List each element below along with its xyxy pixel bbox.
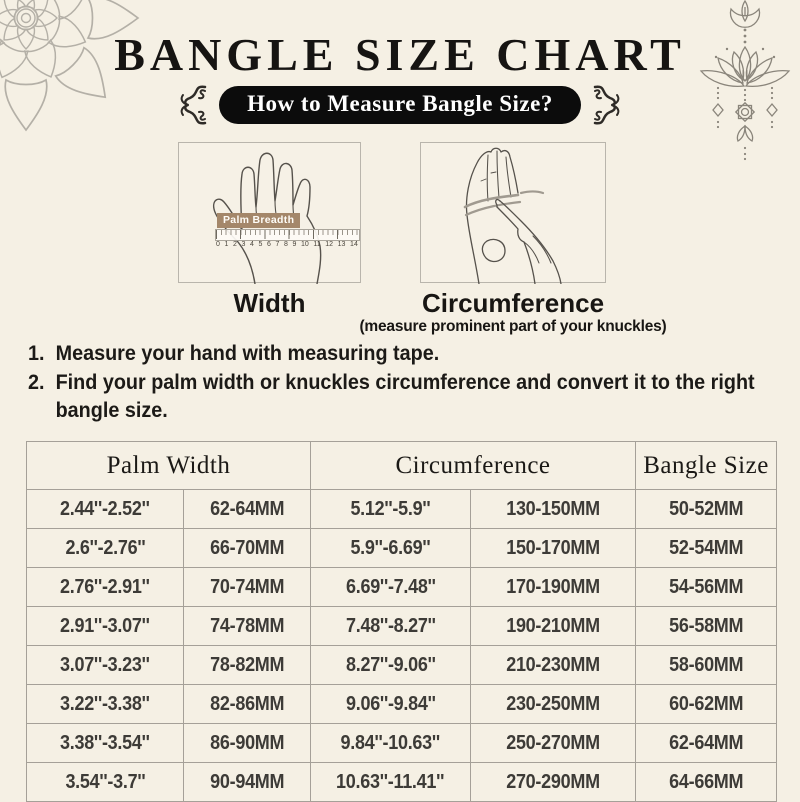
ruler-numbers xyxy=(216,240,358,249)
table-cell: 5.9''-6.69'' xyxy=(311,529,471,568)
table-cell: 150-170MM xyxy=(471,529,636,568)
how-to-measure-pill: How to Measure Bangle Size? xyxy=(219,86,581,124)
flourish-right-icon xyxy=(591,81,625,129)
table-cell: 3.54''-3.7'' xyxy=(27,763,184,802)
table-row xyxy=(27,568,777,607)
table-cell: 58-60MM xyxy=(636,646,777,685)
table-cell: 62-64MM xyxy=(184,490,311,529)
table-cell: 90-94MM xyxy=(184,763,311,802)
table-cell: 2.44''-2.52'' xyxy=(27,490,184,529)
table-cell: 62-64MM xyxy=(636,724,777,763)
lotus-ornament-icon xyxy=(688,0,800,162)
width-caption: Width xyxy=(233,288,306,318)
table-row xyxy=(27,646,777,685)
instructions xyxy=(28,339,757,425)
ruler-number: 4 xyxy=(250,241,254,248)
table-cell: 2.91''-3.07'' xyxy=(27,607,184,646)
ruler-number: 11 xyxy=(313,241,321,248)
instruction-1 xyxy=(28,339,757,367)
table-cell: 210-230MM xyxy=(471,646,636,685)
table-row xyxy=(27,724,777,763)
table-cell: 8.27''-9.06'' xyxy=(311,646,471,685)
table-cell: 78-82MM xyxy=(184,646,311,685)
table-cell: 66-70MM xyxy=(184,529,311,568)
instruction-2-text: Find your palm width or knuckles circumference and convert it to the right bangle size. xyxy=(55,370,755,422)
ruler-number: 5 xyxy=(258,241,263,248)
instruction-1-text: Measure your hand with measuring tape. xyxy=(55,341,440,365)
table-cell: 52-54MM xyxy=(636,529,777,568)
ruler-number: 12 xyxy=(325,241,334,248)
table-cell: 230-250MM xyxy=(471,685,636,724)
ruler-number: 0 xyxy=(216,241,220,248)
ruler-number: 9 xyxy=(292,241,297,248)
bangle-size-table xyxy=(26,441,777,802)
table-cell: 170-190MM xyxy=(471,568,636,607)
table-cell: 74-78MM xyxy=(184,607,311,646)
table-cell: 3.38''-3.54'' xyxy=(27,724,184,763)
table-cell: 60-62MM xyxy=(636,685,777,724)
table-cell: 3.22''-3.38'' xyxy=(27,685,184,724)
instruction-2-number: 2. xyxy=(28,370,45,394)
table-cell: 10.63''-11.41'' xyxy=(311,763,471,802)
table-cell: 6.69''-7.48'' xyxy=(311,568,471,607)
table-cell: 9.84''-10.63'' xyxy=(311,724,471,763)
ruler-number: 2 xyxy=(233,241,237,248)
ruler xyxy=(215,214,360,251)
table-cell: 70-74MM xyxy=(184,568,311,607)
circumference-caption-note: (measure prominent part of your knuckles) xyxy=(359,318,667,335)
table-cell: 2.76''-2.91'' xyxy=(27,568,184,607)
table-row xyxy=(27,607,777,646)
table-cell: 2.6''-2.76'' xyxy=(27,529,184,568)
header-circumference: Circumference xyxy=(311,442,636,490)
palm-breadth-label: Palm Breadth xyxy=(217,213,300,228)
ruler-number: 13 xyxy=(337,241,346,248)
ruler-number: 1 xyxy=(224,241,229,248)
ruler-number: 6 xyxy=(267,241,271,248)
table-cell: 130-150MM xyxy=(471,490,636,529)
page-title: BANGLE SIZE CHART xyxy=(114,29,686,80)
hand-circumference-illustration xyxy=(421,143,607,284)
table-cell: 9.06''-9.84'' xyxy=(311,685,471,724)
table-cell: 3.07''-3.23'' xyxy=(27,646,184,685)
ruler-number: 3 xyxy=(241,241,246,248)
instruction-1-number: 1. xyxy=(28,341,45,365)
table-row xyxy=(27,529,777,568)
table-cell: 64-66MM xyxy=(636,763,777,802)
width-figure-box xyxy=(178,142,361,283)
table-cell: 250-270MM xyxy=(471,724,636,763)
circumference-figure-box xyxy=(420,142,606,283)
table-row xyxy=(27,685,777,724)
table-cell: 56-58MM xyxy=(636,607,777,646)
ruler-number: 8 xyxy=(284,241,288,248)
table-cell: 7.48''-8.27'' xyxy=(311,607,471,646)
table-cell: 86-90MM xyxy=(184,724,311,763)
header-bangle-size: Bangle Size xyxy=(636,442,777,490)
table-header-row xyxy=(27,442,777,490)
ruler-number: 7 xyxy=(275,241,280,248)
table-cell: 50-52MM xyxy=(636,490,777,529)
pill-row xyxy=(0,85,800,125)
table-cell: 5.12''-5.9'' xyxy=(311,490,471,529)
circumference-caption xyxy=(358,288,668,336)
table-cell: 54-56MM xyxy=(636,568,777,607)
instruction-2 xyxy=(28,368,757,424)
table-row xyxy=(27,490,777,529)
table-body xyxy=(27,490,777,802)
ruler-number: 10 xyxy=(301,241,309,248)
flourish-left-icon xyxy=(175,81,209,129)
header-palm-width: Palm Width xyxy=(27,442,311,490)
table-row xyxy=(27,763,777,802)
table-cell: 270-290MM xyxy=(471,763,636,802)
table-cell: 190-210MM xyxy=(471,607,636,646)
table-cell: 82-86MM xyxy=(184,685,311,724)
ruler-number: 14 xyxy=(350,241,358,248)
circumference-caption-title: Circumference xyxy=(421,288,605,318)
